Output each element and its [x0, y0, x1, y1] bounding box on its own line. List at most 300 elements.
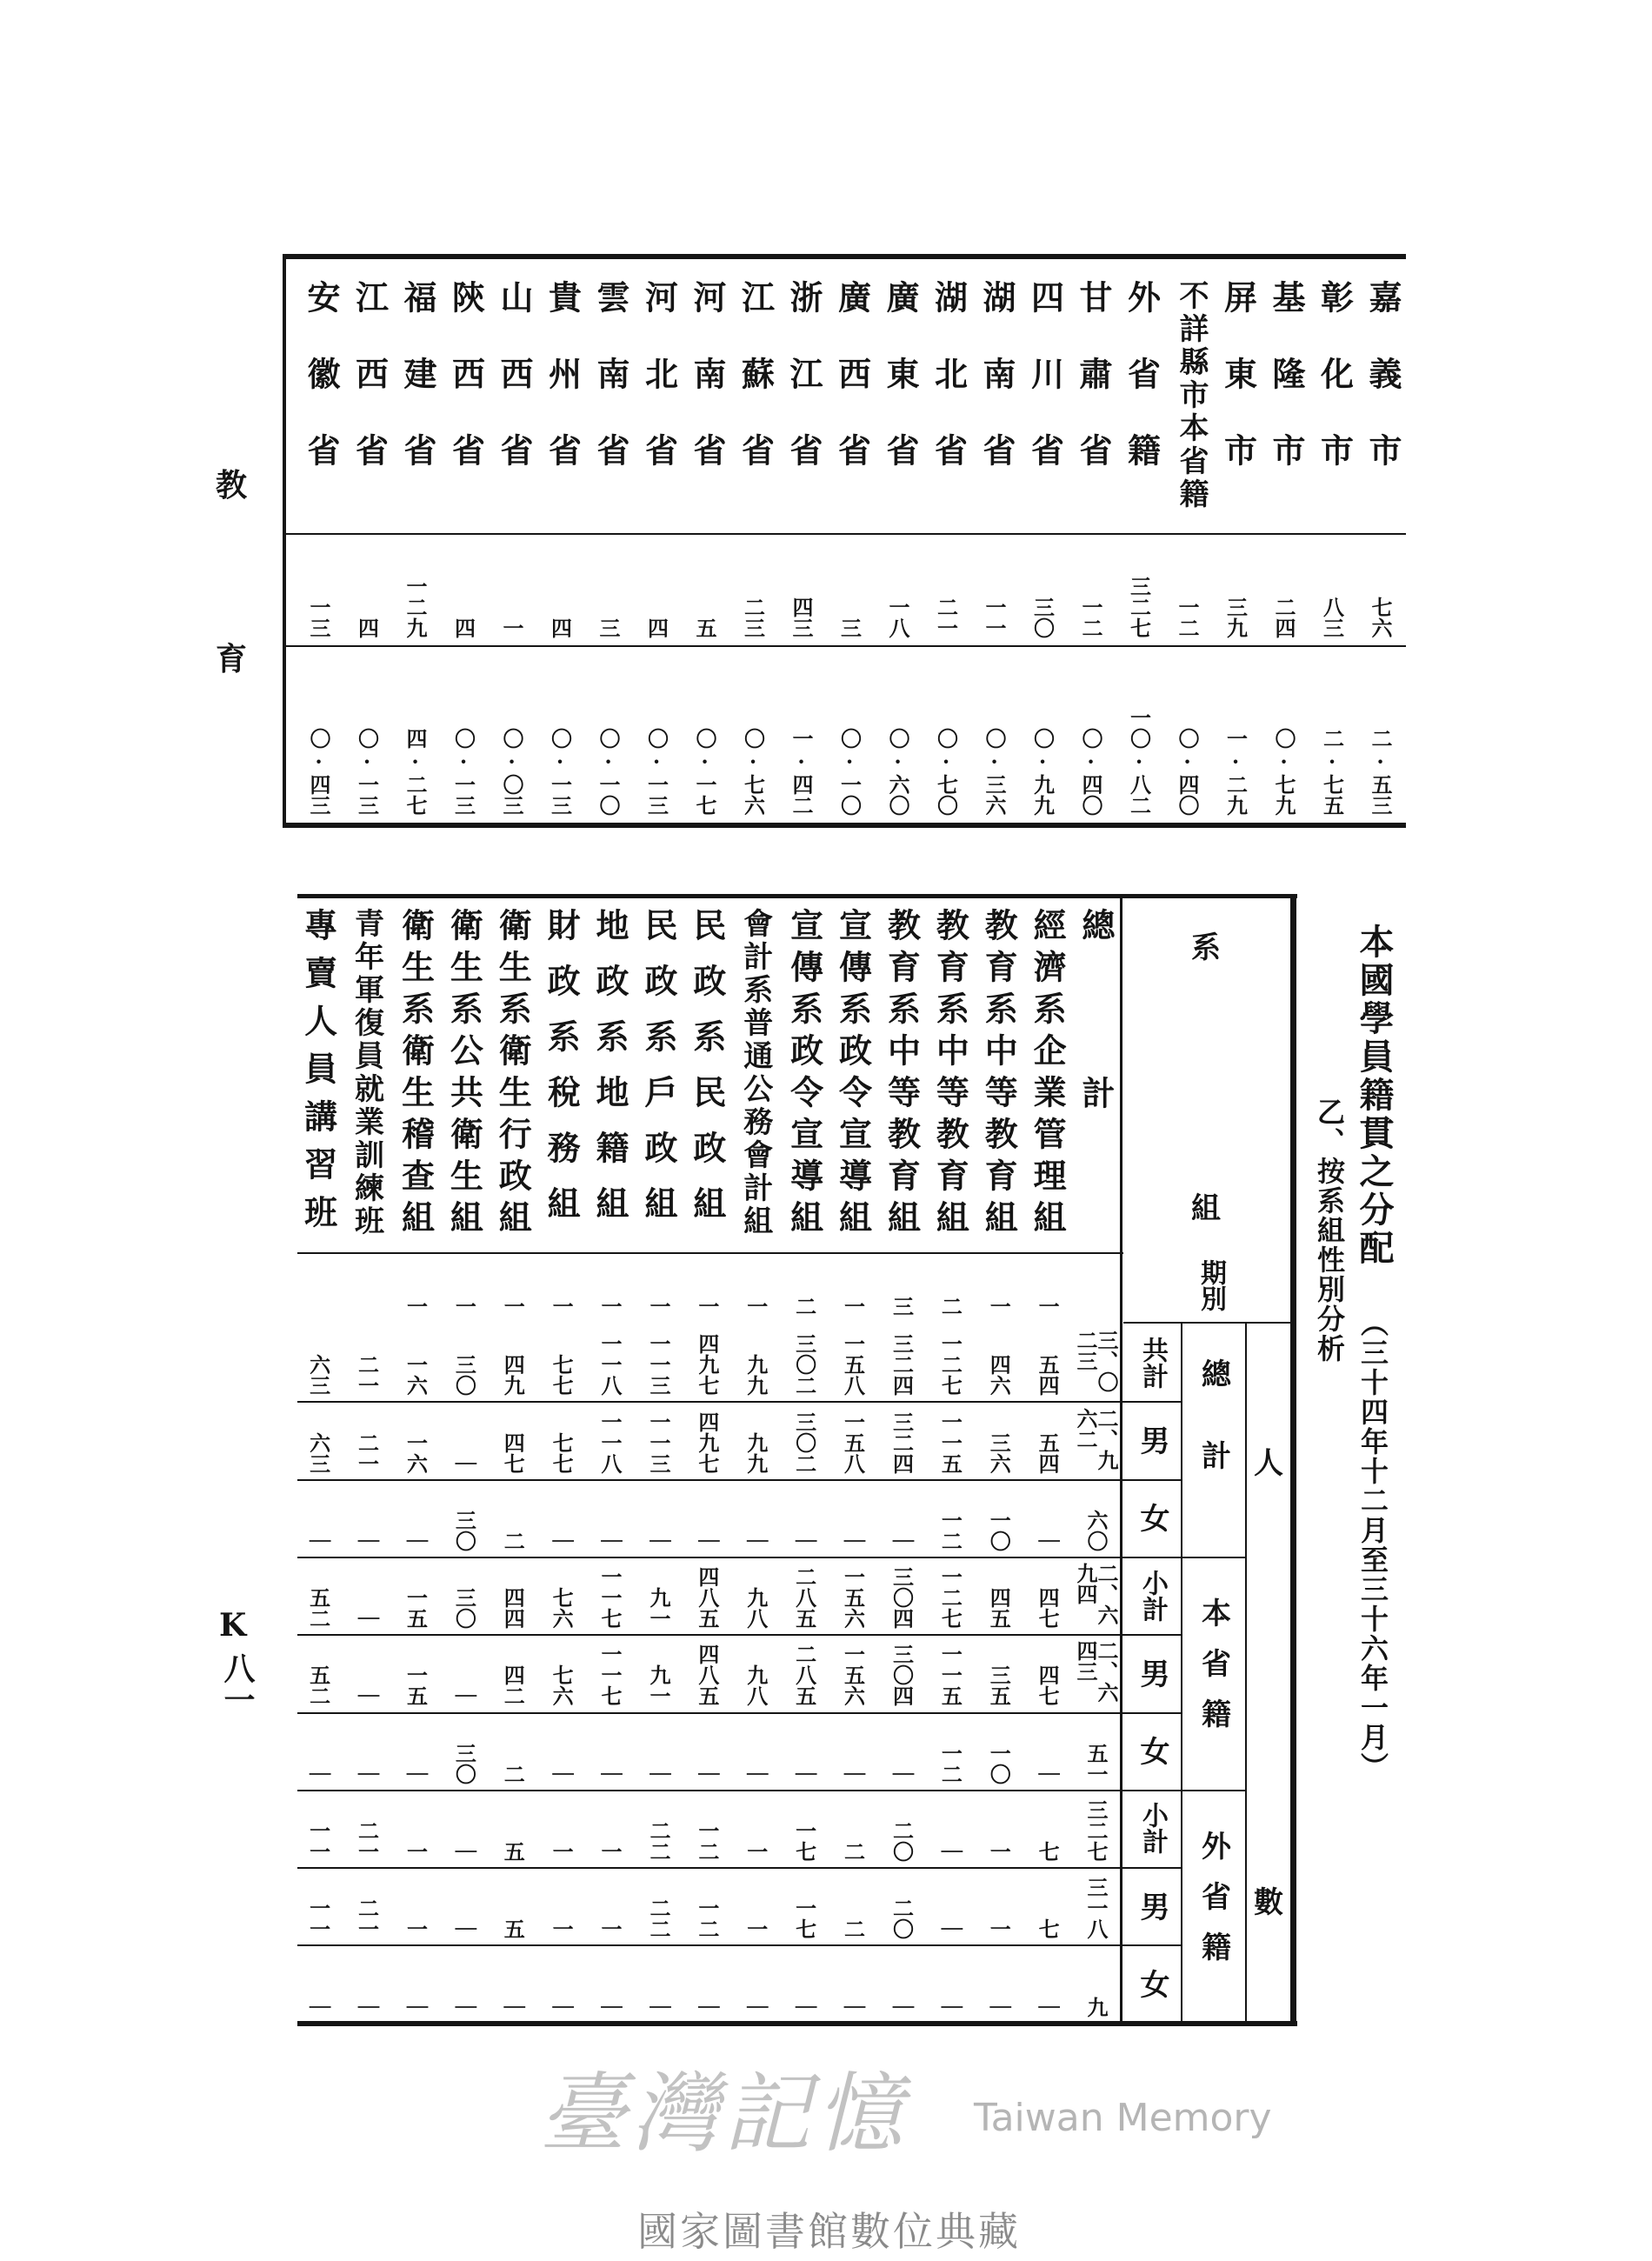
group-label: 總計: [1076, 908, 1116, 1244]
value: ｜: [1035, 1996, 1061, 2018]
value-cell: [439, 1712, 488, 1790]
percent-value: 〇·七〇: [933, 728, 959, 816]
value: 六三: [305, 1354, 331, 1397]
value: 一一: [305, 1898, 331, 1940]
value: 四七: [1035, 1664, 1061, 1707]
value-cell: [925, 1790, 974, 1867]
value-cell: [683, 1867, 731, 1944]
value: ｜: [354, 1763, 380, 1784]
term-value: 一: [694, 1296, 720, 1317]
value: 七六: [549, 1587, 575, 1630]
term-value: 一: [451, 1296, 477, 1317]
value-cell: [391, 1634, 440, 1711]
value: 一五六: [840, 1566, 866, 1630]
value: ｜: [694, 1530, 720, 1551]
value: ｜: [840, 1530, 866, 1551]
value-cell: [536, 1790, 585, 1867]
table-rule: [1120, 894, 1122, 2024]
value-cell: [925, 1634, 974, 1711]
value: 一二: [694, 1820, 720, 1863]
percent-value: 〇·一三: [354, 728, 380, 816]
count-value: 三二七: [1126, 576, 1152, 638]
value: ｜: [305, 1996, 331, 2018]
margin-label: 育: [216, 641, 248, 677]
value-cell: [585, 1867, 634, 1944]
value: ｜: [840, 1996, 866, 2018]
value-cell: [343, 1712, 391, 1790]
value: 一五八: [840, 1333, 866, 1397]
value-cell: [1071, 1790, 1120, 1867]
group-label: 教育系中等教育組: [882, 908, 922, 1242]
percent-value: 一〇·八二: [1126, 707, 1152, 816]
value: 四二: [500, 1664, 526, 1707]
table-rule: [297, 1944, 1181, 1946]
percent-value: 〇·七九: [1271, 728, 1296, 816]
value: 一五: [403, 1587, 429, 1630]
value-cell: [1023, 1479, 1071, 1557]
place-name: 基隆市: [1267, 280, 1306, 510]
value-cell: [294, 1479, 343, 1557]
margin-label: 教: [216, 467, 248, 504]
value-cell: [536, 1324, 585, 1401]
term-cell: [634, 1256, 683, 1322]
term-value: 一: [645, 1296, 671, 1317]
value-cell: [585, 1944, 634, 2022]
watermark-text: 臺灣記憶: [539, 2063, 908, 2164]
value: ｜: [305, 1763, 331, 1784]
value-cell: [343, 1944, 391, 2022]
count-value: 一二: [1078, 597, 1103, 638]
value: ｜: [743, 1996, 769, 2018]
value-cell: [634, 1401, 683, 1478]
value-cell: [1023, 1557, 1071, 1634]
value-cell: [925, 1944, 974, 2022]
value-cell: [683, 1557, 731, 1634]
value-cell: [877, 1867, 926, 1944]
value-cell: [488, 1479, 536, 1557]
count-value: 一三: [306, 597, 331, 638]
value-cell: [391, 1712, 440, 1790]
percent-value: 一·四二: [789, 728, 814, 816]
value-cell: [294, 1944, 343, 2022]
value: ｜: [791, 1996, 817, 2018]
value-cell: [488, 1944, 536, 2022]
value-cell: [731, 1479, 780, 1557]
term-value: 一: [403, 1296, 429, 1317]
value: 五二: [305, 1587, 331, 1630]
header-female: 女: [1135, 1503, 1169, 1533]
value-cell: [1023, 1401, 1071, 1478]
value-cell: [585, 1479, 634, 1557]
value-cell: [536, 1944, 585, 2022]
value-cell: [488, 1634, 536, 1711]
value: ｜: [889, 1530, 915, 1551]
term-value: 二: [791, 1296, 817, 1317]
value: 二一: [354, 1820, 380, 1863]
value-cell: [1071, 1867, 1120, 1944]
value-cell: [1071, 1324, 1120, 1401]
value-cell: [391, 1479, 440, 1557]
value-cell: [488, 1790, 536, 1867]
value: ｜: [549, 1996, 575, 2018]
value-cell: [829, 1479, 877, 1557]
value: 一: [403, 1918, 429, 1940]
value: 一一七: [597, 1644, 623, 1707]
value: 三二七: [1083, 1799, 1109, 1863]
value: 四八五: [694, 1644, 720, 1707]
header-people: 數: [1254, 1885, 1283, 1920]
value-cell: [439, 1479, 488, 1557]
value-cell: [1023, 1790, 1071, 1867]
value: 九一: [645, 1664, 671, 1707]
value: 一〇: [986, 1742, 1012, 1784]
place-name: 湖南省: [977, 280, 1016, 510]
value: 九八: [743, 1664, 769, 1707]
value-cell: [488, 1324, 536, 1401]
value: ｜: [597, 1530, 623, 1551]
value: 七六: [549, 1664, 575, 1707]
value: 九: [1083, 1996, 1109, 2018]
value: 一二七: [937, 1333, 963, 1397]
value-cell: [925, 1557, 974, 1634]
place-name: 河南省: [688, 280, 727, 510]
value-cell: [877, 1712, 926, 1790]
place-name: 江西省: [350, 280, 390, 510]
value: 四八五: [694, 1566, 720, 1630]
value-cell: [343, 1557, 391, 1634]
term-cell: [974, 1256, 1023, 1322]
group-label: 衛生系公共衛生組: [444, 908, 484, 1242]
group-label: 衛生系衛生稽查組: [396, 908, 436, 1242]
header-term: 期別: [1196, 1259, 1226, 1311]
value-cell: [731, 1634, 780, 1711]
value: ｜: [1035, 1530, 1061, 1551]
value: 三一八: [1083, 1877, 1109, 1940]
table-title: 本國學員籍貫之分配: [1354, 924, 1395, 1268]
value-cell: [731, 1401, 780, 1478]
value-cell: [877, 1790, 926, 1867]
value-cell: [294, 1634, 343, 1711]
header-group: 組: [1191, 1191, 1221, 1226]
value-cell: [488, 1712, 536, 1790]
count-value: 一二九: [403, 576, 428, 638]
value: ｜: [937, 1841, 963, 1863]
value: ｜: [451, 1685, 477, 1707]
value-cell: [731, 1790, 780, 1867]
value: 三〇二: [791, 1411, 817, 1474]
value: 二: [500, 1763, 526, 1784]
value-cell: [536, 1712, 585, 1790]
value-cell: [877, 1324, 926, 1401]
value: 七: [1035, 1841, 1061, 1863]
count-value: 四: [450, 617, 476, 638]
value: 一: [743, 1841, 769, 1863]
group-label: 青年軍復員就業訓練班: [349, 908, 384, 1238]
value-cell: [585, 1557, 634, 1634]
count-value: 一一: [982, 597, 1007, 638]
value-cell: [1023, 1634, 1071, 1711]
value-cell: [731, 1557, 780, 1634]
value: ｜: [403, 1996, 429, 2018]
value: 二〇: [889, 1820, 915, 1863]
footer-archive-label: 國家圖書館數位典藏: [637, 2208, 1021, 2255]
value-cell: [634, 1557, 683, 1634]
value-cell: [1023, 1712, 1071, 1790]
value: 四七: [500, 1431, 526, 1474]
term-cell: [488, 1256, 536, 1322]
value-cell: [925, 1324, 974, 1401]
value-cell: [925, 1401, 974, 1478]
value: ｜: [597, 1763, 623, 1784]
place-name: 嘉義市: [1363, 280, 1402, 510]
value: 三〇四: [889, 1644, 915, 1707]
term-cell: [829, 1256, 877, 1322]
count-value: 三九: [1222, 597, 1249, 638]
place-name: 彰化市: [1315, 280, 1355, 510]
value: 三、〇二三: [1073, 1330, 1120, 1393]
value-cell: [780, 1867, 829, 1944]
value: 五: [500, 1918, 526, 1940]
value-cell: [634, 1944, 683, 2022]
header-origin-group: 總計: [1196, 1357, 1231, 1522]
percent-value: 〇·一三: [450, 728, 476, 816]
value-cell: [585, 1401, 634, 1478]
value-cell: [634, 1712, 683, 1790]
value: ｜: [645, 1530, 671, 1551]
value-cell: [780, 1479, 829, 1557]
value-cell: [634, 1324, 683, 1401]
value: 五: [500, 1841, 526, 1863]
value: 三〇四: [889, 1566, 915, 1630]
table-rule: [297, 1712, 1181, 1714]
value: 一一七: [597, 1566, 623, 1630]
term-cell: [731, 1256, 780, 1322]
value: ｜: [403, 1763, 429, 1784]
value-cell: [683, 1712, 731, 1790]
value: 一: [403, 1841, 429, 1863]
value-cell: [1023, 1944, 1071, 2022]
group-label: 民政系民政組: [687, 908, 727, 1242]
value: 一五八: [840, 1411, 866, 1474]
value-cell: [683, 1634, 731, 1711]
value: 五四: [1035, 1354, 1061, 1397]
value-cell: [343, 1790, 391, 1867]
value-cell: [683, 1479, 731, 1557]
value: ｜: [645, 1996, 671, 2018]
value: 一七: [791, 1898, 817, 1940]
value: 二二: [645, 1898, 671, 1940]
value: 一: [986, 1841, 1012, 1863]
place-name: 貴州省: [543, 280, 583, 510]
header-male: 男: [1135, 1657, 1169, 1688]
value: 四九七: [694, 1411, 720, 1474]
value: ｜: [451, 1996, 477, 2018]
value: 七七: [549, 1354, 575, 1397]
value-cell: [877, 1479, 926, 1557]
value: 一六: [403, 1354, 429, 1397]
value-cell: [391, 1557, 440, 1634]
value-cell: [343, 1324, 391, 1401]
value: 一六: [403, 1431, 429, 1474]
value-cell: [829, 1790, 877, 1867]
group-label: 宣傳系政令宣導組: [833, 908, 873, 1242]
value: 二: [840, 1841, 866, 1863]
value: ｜: [354, 1685, 380, 1707]
value: 三二四: [889, 1333, 915, 1397]
value: 一七: [791, 1820, 817, 1863]
value-cell: [829, 1867, 877, 1944]
table-rule: [297, 1252, 1123, 1254]
value-cell: [731, 1324, 780, 1401]
value: ｜: [597, 1996, 623, 2018]
value-cell: [536, 1867, 585, 1944]
place-name: 江蘇省: [736, 280, 776, 510]
value-cell: [974, 1324, 1023, 1401]
value: ｜: [840, 1763, 866, 1784]
percent-value: 〇·七六: [740, 728, 766, 816]
value: 七: [1035, 1918, 1061, 1940]
value: 一一三: [645, 1411, 671, 1474]
watermark-logo: [539, 2044, 908, 2169]
value: 一: [597, 1841, 623, 1863]
value-cell: [634, 1790, 683, 1867]
value: 九八: [743, 1587, 769, 1630]
value-cell: [1071, 1479, 1120, 1557]
group-label: 教育系中等教育組: [930, 908, 970, 1242]
value-cell: [439, 1401, 488, 1478]
term-value: 一: [986, 1296, 1012, 1317]
term-cell: [536, 1256, 585, 1322]
group-label: 地政系地籍組: [590, 908, 630, 1242]
value: 二: [500, 1530, 526, 1551]
value: ｜: [1035, 1763, 1061, 1784]
page-code: K: [219, 1607, 247, 1644]
group-label: 專賣人員講習班: [298, 908, 338, 1243]
value-cell: [439, 1944, 488, 2022]
value-cell: [829, 1401, 877, 1478]
term-cell: [780, 1256, 829, 1322]
count-value: 三: [596, 617, 621, 638]
value: 七七: [549, 1431, 575, 1474]
value-cell: [634, 1867, 683, 1944]
value-cell: [974, 1634, 1023, 1711]
place-name: 河北省: [639, 280, 679, 510]
group-label: 教育系中等教育組: [979, 908, 1019, 1242]
value-cell: [829, 1712, 877, 1790]
value-cell: [634, 1479, 683, 1557]
header-female: 女: [1135, 1969, 1169, 1999]
value-cell: [683, 1944, 731, 2022]
header-dept: 系: [1191, 930, 1221, 965]
value: ｜: [743, 1763, 769, 1784]
value: ｜: [451, 1918, 477, 1940]
value: 九九: [743, 1431, 769, 1474]
place-name: 甘肅省: [1074, 280, 1113, 510]
table-rule: [1181, 1324, 1182, 2023]
term-cell: [439, 1256, 488, 1322]
value-cell: [925, 1867, 974, 1944]
value: 三〇: [451, 1509, 477, 1551]
value: 一二七: [937, 1566, 963, 1630]
value-cell: [294, 1790, 343, 1867]
value-cell: [343, 1634, 391, 1711]
value: 二八五: [791, 1566, 817, 1630]
value-cell: [634, 1634, 683, 1711]
percent-value: 〇·四〇: [1078, 728, 1103, 816]
value: ｜: [354, 1996, 380, 2018]
count-value: 一: [499, 617, 524, 638]
value-cell: [731, 1867, 780, 1944]
term-cell: [877, 1256, 926, 1322]
value-cell: [829, 1634, 877, 1711]
value-cell: [585, 1324, 634, 1401]
value-cell: [780, 1401, 829, 1478]
value: ｜: [451, 1841, 477, 1863]
value-cell: [1071, 1634, 1120, 1711]
value-cell: [780, 1712, 829, 1790]
value: ｜: [694, 1996, 720, 2018]
value: 三〇: [451, 1587, 477, 1630]
value: 六〇: [1083, 1509, 1109, 1551]
value: 二: [840, 1918, 866, 1940]
value: 一〇: [986, 1509, 1012, 1551]
value-cell: [974, 1712, 1023, 1790]
percent-value: 〇·九九: [1029, 728, 1056, 816]
table-rule: [1245, 1324, 1247, 2023]
count-value: 二三: [740, 597, 766, 638]
value: 一: [986, 1918, 1012, 1940]
value-cell: [343, 1401, 391, 1478]
value: 一一三: [645, 1333, 671, 1397]
value: 四六: [986, 1354, 1012, 1397]
count-value: 二四: [1271, 597, 1296, 638]
table-period: （三十四年十二月至三十六年一月）: [1356, 1309, 1389, 1782]
value: 一五六: [840, 1644, 866, 1707]
value-cell: [974, 1557, 1023, 1634]
value-cell: [731, 1944, 780, 2022]
term-cell: [1023, 1256, 1071, 1322]
value: ｜: [451, 1452, 477, 1474]
term-value: 一: [597, 1296, 623, 1317]
value: ｜: [889, 1996, 915, 2018]
value-cell: [439, 1634, 488, 1711]
value: 五四: [1035, 1431, 1061, 1474]
value: ｜: [694, 1763, 720, 1784]
term-value: 一: [1035, 1296, 1061, 1317]
value-cell: [391, 1401, 440, 1478]
term-cell: [343, 1256, 391, 1322]
value-cell: [1023, 1867, 1071, 1944]
count-value: 四: [354, 617, 380, 638]
header-sub-total-first: 共計: [1137, 1336, 1168, 1389]
value: ｜: [743, 1530, 769, 1551]
value: 一一五: [937, 1411, 963, 1474]
table-rule: [297, 1867, 1181, 1869]
place-name: 屏東市: [1218, 280, 1258, 510]
value: ｜: [500, 1996, 526, 2018]
percent-value: 〇·四〇: [1175, 728, 1200, 816]
value-cell: [536, 1557, 585, 1634]
header-male: 男: [1135, 1891, 1169, 1921]
value: 四七: [1035, 1587, 1061, 1630]
value-cell: [877, 1557, 926, 1634]
value: 一一: [305, 1820, 331, 1863]
term-cell: [391, 1256, 440, 1322]
value: 二二: [645, 1820, 671, 1863]
count-value: 一八: [885, 597, 910, 638]
term-value: 一: [549, 1296, 575, 1317]
place-name: 四川省: [1025, 280, 1065, 510]
